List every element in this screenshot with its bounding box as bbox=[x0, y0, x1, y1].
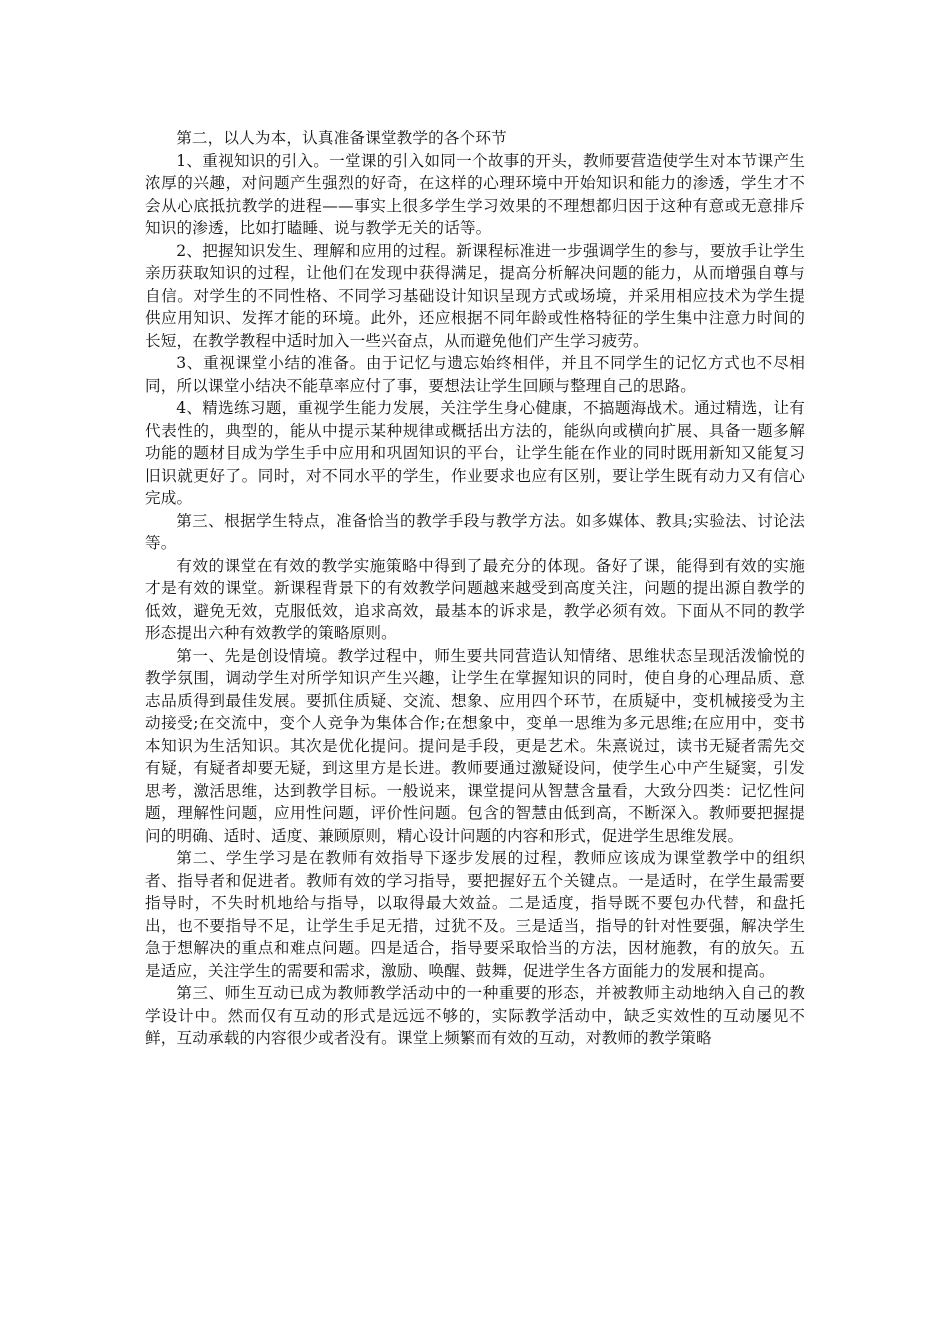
section-heading: 第二，以人为本，认真准备课堂教学的各个环节 bbox=[176, 129, 507, 147]
paragraph: 第三、根据学生特点，准备恰当的教学手段与教学方法。如多媒体、教具;实验法、讨论法等。 bbox=[145, 511, 805, 552]
paragraph: 有效的课堂在有效的教学实施策略中得到了最充分的体现。备好了课，能得到有效的实施才是有效的课堂。新课程背景下的有效教学问题越来越受到高度关注，问题的提出源自教学的低效，避免无效，克服低效，追求高效，最基本的诉求是，教学必须有效。下面从不同的教学形态提出六种有效教学的策略原则。 bbox=[145, 556, 805, 642]
paragraph: 3、重视课堂小结的准备。由于记忆与遗忘始终相伴，并且不同学生的记忆方式也不尽相同，所以课堂小结决不能草率应付了事，要想法让学生回顾与整理自己的思路。 bbox=[145, 354, 805, 395]
paragraph: 1、重视知识的引入。一堂课的引入如同一个故事的开头，教师要营造使学生对本节课产生浓厚的兴趣，对问题产生强烈的好奇，在这样的心理环境中开始知识和能力的渗透，学生才不会从心底抵抗教学的进程——事实上很多学生学习效果的不理想都归因于这种有意或无意排斥知识的渗透，比如打瞌睡、说与教学无关的话等。 bbox=[145, 151, 805, 237]
paragraph: 4、精选练习题，重视学生能力发展，关注学生身心健康，不搞题海战术。通过精选，让有代表性的，典型的，能从中提示某种规律或概括出方法的，能纵向或横向扩展、具备一题多解功能的题材目成为学生手中应用和巩固知识的平台，让学生能在作业的同时既用新知又能复习旧识就更好了。同时，对不同水平的学生，作业要求也应有区别，要让学生既有动力又有信心完成。 bbox=[145, 399, 805, 507]
paragraph: 第三、师生互动已成为教师教学活动中的一种重要的形态，并被教师主动地纳入自己的教学设计中。然而仅有互动的形式是远远不够的，实际教学活动中，缺乏实效性的互动屡见不鲜，互动承载的内容很少或者没有。课堂上频繁而有效的互动，对教师的教学策略 bbox=[145, 984, 805, 1047]
paragraph: 第二、学生学习是在教师有效指导下逐步发展的过程，教师应该成为课堂教学中的组织者、指导者和促进者。教师有效的学习指导，要把握好五个关键点。一是适时，在学生最需要指导时，不失时机地给与指导，以取得最大效益。二是适度，指导既不要包办代替，和盘托出，也不要指导不足，让学生手足无措，过犹不及。三是适当，指导的针对性要强，解决学生急于想解决的重点和难点问题。四是适合，指导要采取恰当的方法，因材施教，有的放矢。五是适应，关注学生的需要和需求，激励、唤醒、鼓舞，促进学生各方面能力的发展和提高。 bbox=[145, 849, 805, 980]
paragraph: 2、把握知识发生、理解和应用的过程。新课程标准进一步强调学生的参与，要放手让学生亲历获取知识的过程，让他们在发现中获得满足，提高分析解决问题的能力，从而增强自尊与自信。对学生的不同性格、不同学习基础设计知识呈现方式或场境，并采用相应技术为学生提供应用知识、发挥才能的环境。此外，还应根据不同年龄或性格特征的学生集中注意力时间的长短，在教学教程中适时加入一些兴奋点，从而避免他们产生学习疲劳。 bbox=[145, 241, 805, 350]
document-body bbox=[145, 127, 805, 1050]
paragraph: 第一、先是创设情境。教学过程中，师生要共同营造认知情绪、思维状态呈现活泼愉悦的教学氛围，调动学生对所学知识产生兴趣，让学生在掌握知识的同时，使自身的心理品质、意志品质得到最佳发展。要抓住质疑、交流、想象、应用四个环节，在质疑中，变机械接受为主动接受;在交流中，变个人竞争为集体合作;在想象中，变单一思维为多元思维;在应用中，变书本知识为生活知识。其次是优化提问。提问是手段，更是艺术。朱熹说过，读书无疑者需先交有疑，有疑者却要无疑，到这里方是长进。教师要通过激疑设问，使学生心中产生疑窦，引发思考，激活思维，达到教学目标。一般说来，课堂提问从智慧含量看，大致分四类：记忆性问题，理解性问题，应用性问题，评价性问题。包含的智慧由低到高，不断深入。教师要把握提问的明确、适时、适度、兼顾原则，精心设计问题的内容和形式，促进学生思维发展。 bbox=[145, 646, 805, 845]
